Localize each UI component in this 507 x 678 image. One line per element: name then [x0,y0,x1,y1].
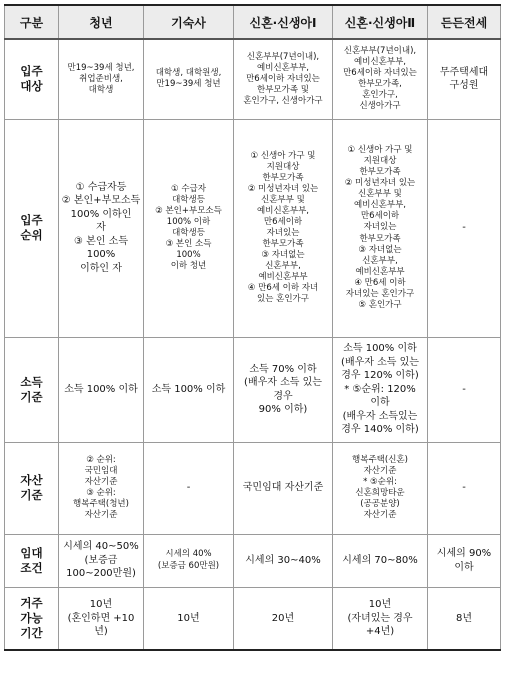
header-youth: 청년 [59,5,144,39]
table-cell: 10년 (자녀있는 경우 +4년) [333,587,428,650]
table-cell: 시세의 40~50% (보증금 100~200만원) [59,534,144,587]
row-label: 거주 가능 기간 [5,587,59,650]
table-cell: ① 수급자 대학생등 ② 본인+부모소득 100% 이하 대학생등 ③ 본인 소득 100% 이하 청년 [144,119,234,337]
table-cell: 시세의 40% (보증금 60만원) [144,534,234,587]
row-priority [5,119,501,337]
table-cell: ① 수급자등 ② 본인+부모소득 100% 이하인 자 ③ 본인 소득 100% 이하인 자 [59,119,144,337]
table-cell: 소득 100% 이하 (배우자 소득 있는 경우 120% 이하) * ⑤순위: 120% 이하 (배우자 소득있는 경우 140% 이하) [333,337,428,442]
header-newlywed-2: 신혼·신생아Ⅱ [333,5,428,39]
table-cell: - [428,442,501,534]
table-cell: ① 신생아 가구 및 지원대상 한부모가족 ② 미성년자녀 있는 신혼부부 및 예비신혼부부, 만6세이하 자녀있는 한부모가족 ③ 자녀없는 신혼부부, 예비신혼부부 ④ 만6세 이하 자녀 있는 혼인가구 [234,119,333,337]
header-jeonse: 든든전세 [428,5,501,39]
table-cell: 소득 100% 이하 [59,337,144,442]
table-cell: - [428,119,501,337]
header-row [5,5,501,39]
row-label: 소득 기준 [5,337,59,442]
row-label: 입주 대상 [5,39,59,119]
table-cell: 소득 100% 이하 [144,337,234,442]
table-cell: 신혼부부(7년이내), 예비신혼부부, 만6세이하 자녀있는 한부모가족 및 혼인가구, 신생아가구 [234,39,333,119]
row-assets [5,442,501,534]
table-cell: ① 신생아 가구 및 지원대상 한부모가족 ② 미성년자녀 있는 신혼부부 및 예비신혼부부, 만6세이하 자녀있는 한부모가족 ③ 자녀없는 신혼부부, 예비신혼부부 ④ 만6세 이하 자녀있는 혼인가구 ⑤ 혼인가구 [333,119,428,337]
table-cell: 10년 (혼인하면 +10년) [59,587,144,650]
row-label: 자산 기준 [5,442,59,534]
table-cell: - [144,442,234,534]
table-cell: 국민임대 자산기준 [234,442,333,534]
table-cell: 소득 70% 이하 (배우자 소득 있는 경우 90% 이하) [234,337,333,442]
row-eligibility [5,39,501,119]
header-newlywed-1: 신혼·신생아Ⅰ [234,5,333,39]
table-cell: - [428,337,501,442]
row-residence-period [5,587,501,650]
table-cell: 10년 [144,587,234,650]
table-cell: 시세의 30~40% [234,534,333,587]
table-cell: ② 순위: 국민임대 자산기준 ③ 순위: 행복주택(청년) 자산기준 [59,442,144,534]
row-label: 임대 조건 [5,534,59,587]
table-cell: 8년 [428,587,501,650]
table-cell: 대학생, 대학원생, 만19~39세 청년 [144,39,234,119]
row-label: 입주 순위 [5,119,59,337]
table-cell: 신혼부부(7년이내), 예비신혼부부, 만6세이하 자녀있는 한부모가족, 혼인가구, 신생아가구 [333,39,428,119]
header-dormitory: 기숙사 [144,5,234,39]
table-cell: 시세의 70~80% [333,534,428,587]
row-income [5,337,501,442]
table-cell: 만19~39세 청년, 취업준비생, 대학생 [59,39,144,119]
header-category: 구분 [5,5,59,39]
table-cell: 무주택세대 구성원 [428,39,501,119]
table-cell: 20년 [234,587,333,650]
table-cell: 행복주택(신혼) 자산기준 * ⑤순위: 신혼희망타운 (공공분양) 자산기준 [333,442,428,534]
housing-comparison-table [4,4,501,651]
row-lease-terms [5,534,501,587]
table-cell: 시세의 90% 이하 [428,534,501,587]
